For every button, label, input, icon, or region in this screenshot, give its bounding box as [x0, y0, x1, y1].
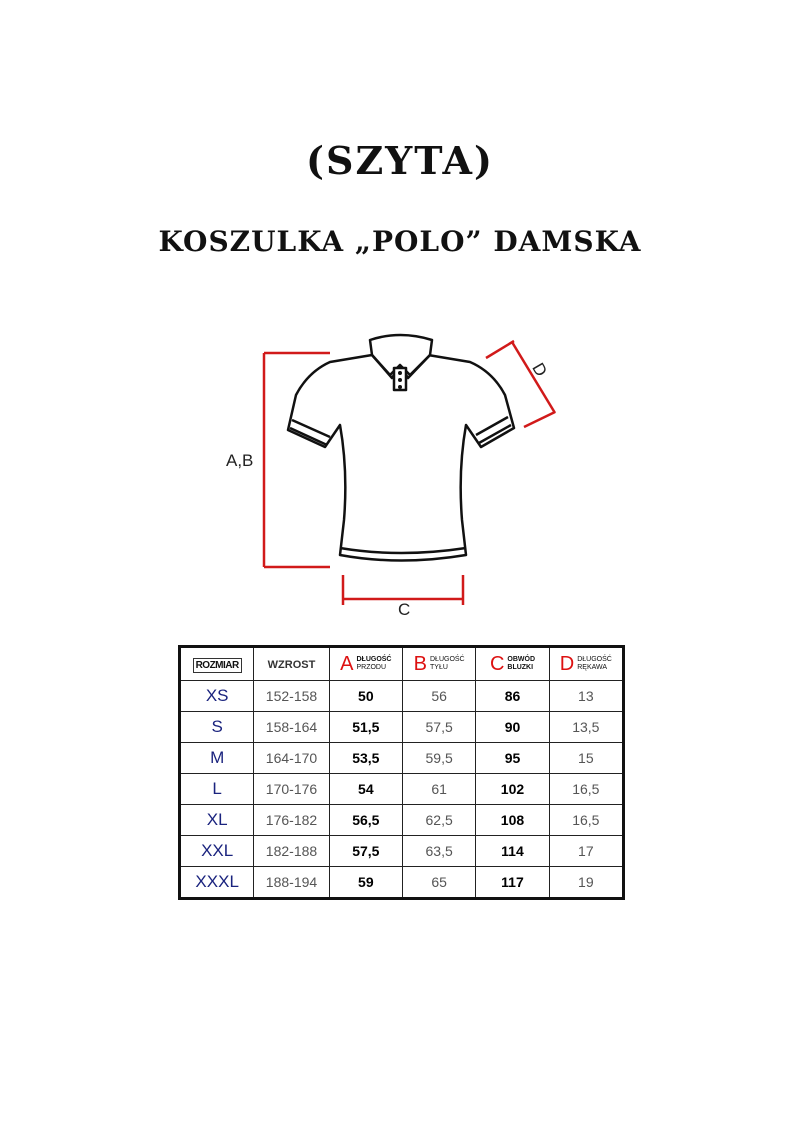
- cell-height: 170-176: [254, 774, 329, 805]
- header-b: B DŁUGOŚĆ TYŁU: [402, 647, 475, 681]
- table-row: [180, 774, 624, 805]
- cell-d: 17: [549, 836, 623, 867]
- size-table: [178, 645, 625, 900]
- page-subtitle: KOSZULKA „POLO” DAMSKA: [158, 225, 642, 258]
- cell-size: XXL: [180, 836, 254, 867]
- label-d: D: [528, 359, 551, 380]
- cell-c: 90: [476, 712, 549, 743]
- cell-d: 13: [549, 681, 623, 712]
- cell-b: 63,5: [402, 836, 475, 867]
- cell-a: 59: [329, 867, 402, 899]
- table-row: [180, 712, 624, 743]
- cell-height: 158-164: [254, 712, 329, 743]
- cell-c: 95: [476, 743, 549, 774]
- table-header-row: [180, 647, 624, 681]
- cell-a: 54: [329, 774, 402, 805]
- cell-c: 108: [476, 805, 549, 836]
- cell-c: 86: [476, 681, 549, 712]
- cell-size: XL: [180, 805, 254, 836]
- cell-height: 164-170: [254, 743, 329, 774]
- cell-a: 56,5: [329, 805, 402, 836]
- cell-d: 16,5: [549, 774, 623, 805]
- cell-a: 57,5: [329, 836, 402, 867]
- cell-size: XXXL: [180, 867, 254, 899]
- cell-c: 114: [476, 836, 549, 867]
- cell-size: S: [180, 712, 254, 743]
- cell-c: 102: [476, 774, 549, 805]
- cell-c: 117: [476, 867, 549, 899]
- table-row: [180, 836, 624, 867]
- cell-b: 56: [402, 681, 475, 712]
- header-height: WZROST: [254, 647, 329, 681]
- table-row: [180, 867, 624, 899]
- cell-size: L: [180, 774, 254, 805]
- table-row: [180, 681, 624, 712]
- header-size: ROZMIAR: [180, 647, 254, 681]
- cell-b: 61: [402, 774, 475, 805]
- cell-d: 16,5: [549, 805, 623, 836]
- header-a: A DŁUGOŚĆ PRZODU: [329, 647, 402, 681]
- cell-b: 59,5: [402, 743, 475, 774]
- page-title: (SZYTA): [306, 138, 494, 183]
- cell-a: 51,5: [329, 712, 402, 743]
- header-c: C OBWÓD BLUZKI: [476, 647, 549, 681]
- table-row: [180, 805, 624, 836]
- cell-b: 65: [402, 867, 475, 899]
- cell-height: 182-188: [254, 836, 329, 867]
- cell-d: 19: [549, 867, 623, 899]
- cell-d: 15: [549, 743, 623, 774]
- cell-b: 62,5: [402, 805, 475, 836]
- polo-shirt-icon: [288, 335, 514, 561]
- cell-b: 57,5: [402, 712, 475, 743]
- cell-d: 13,5: [549, 712, 623, 743]
- cell-a: 53,5: [329, 743, 402, 774]
- header-d: D DŁUGOŚĆ RĘKAWA: [549, 647, 623, 681]
- cell-size: M: [180, 743, 254, 774]
- cell-height: 188-194: [254, 867, 329, 899]
- cell-size: XS: [180, 681, 254, 712]
- label-c: C: [398, 600, 411, 619]
- cell-a: 50: [329, 681, 402, 712]
- cell-height: 176-182: [254, 805, 329, 836]
- cell-height: 152-158: [254, 681, 329, 712]
- table-row: [180, 743, 624, 774]
- label-ab: A,B: [226, 451, 254, 470]
